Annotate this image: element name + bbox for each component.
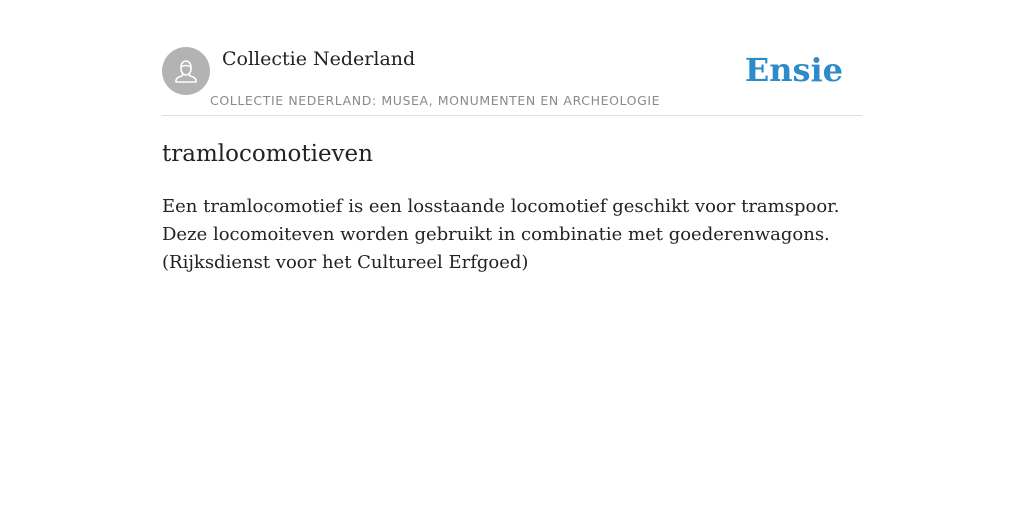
header [162, 46, 862, 116]
definition-text: Een tramlocomotief is een losstaande locomotief geschikt voor tramspoor. Deze locomoiteven worden gebruikt in combinatie met goederenwagons. (Rijksdienst voor het Cultureel Erfgoed) [162, 196, 840, 273]
term-title: tramlocomotieven [162, 141, 373, 167]
author-avatar[interactable] [162, 47, 210, 95]
author-subtitle: COLLECTIE NEDERLAND: MUSEA, MONUMENTEN EN ARCHEOLOGIE [210, 93, 661, 108]
author-name[interactable]: Collectie Nederland [222, 48, 416, 70]
user-silhouette-icon [171, 56, 201, 86]
brand-logo[interactable]: Ensie [744, 51, 843, 89]
